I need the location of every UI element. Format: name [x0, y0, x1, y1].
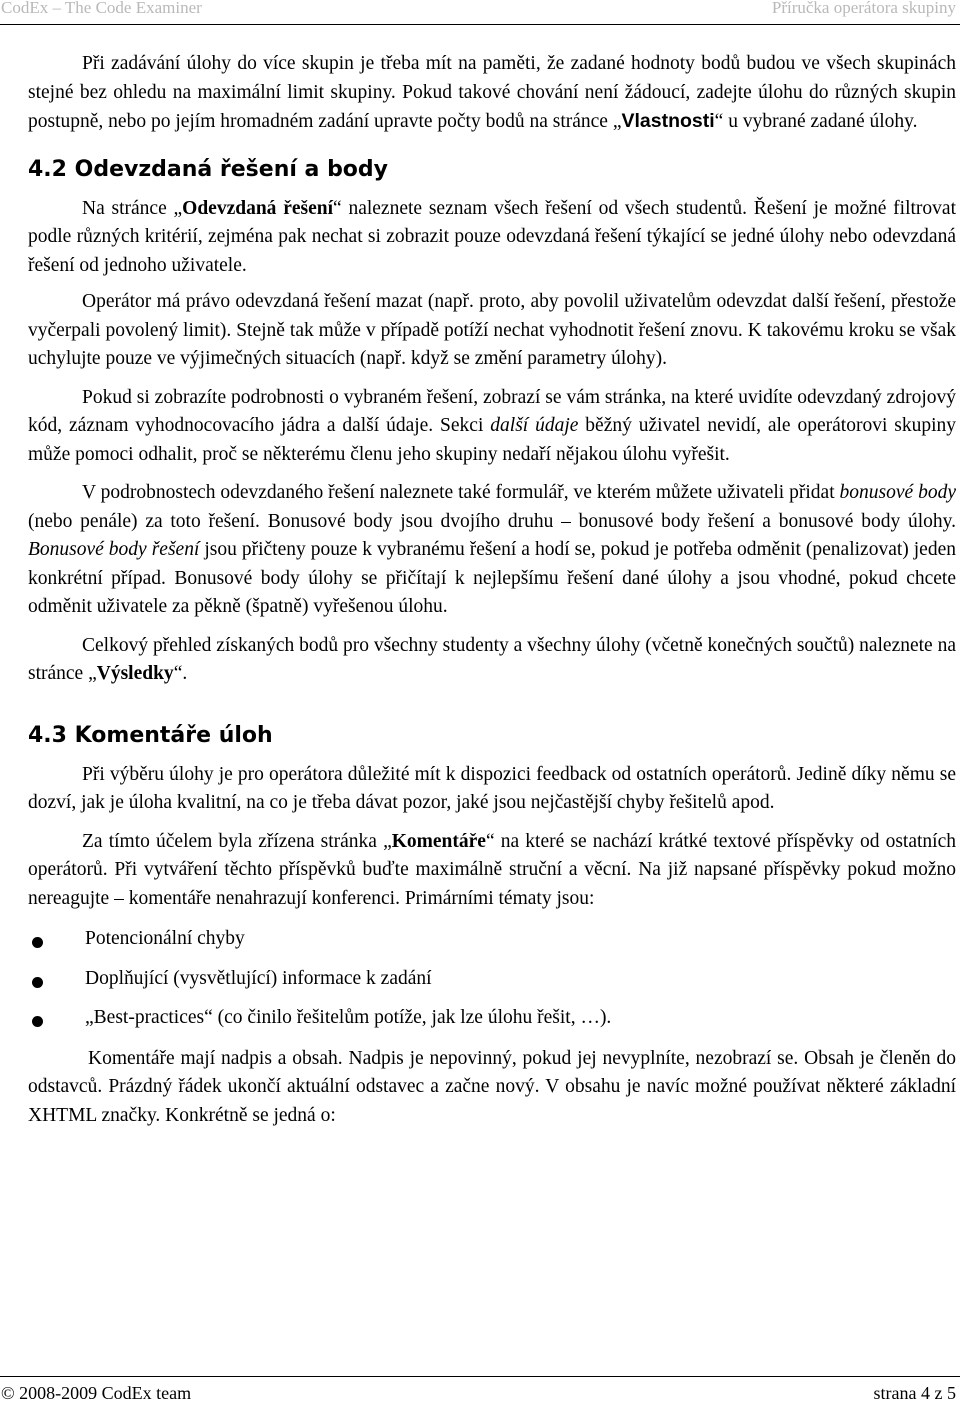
topics-list	[28, 925, 956, 1033]
footer-copyright: © 2008-2009 CodEx team	[1, 1383, 192, 1403]
page-header	[0, 0, 960, 25]
section-4-2-paragraph-3	[28, 384, 956, 470]
section-4-2-paragraph-1	[28, 195, 956, 281]
section-4-3-paragraph-2	[28, 828, 956, 914]
p3-text-2: běžný uživatel nevidí, ale operátorovi skupiny může pomoci odhalit, proč se některému členu jeho skupiny nedaří nějakou úlohu vyřešit.	[28, 415, 957, 465]
footer-page-number: strana 4 z 5	[873, 1383, 956, 1403]
section-heading-4-3: 4.3 Komentáře úloh	[28, 722, 273, 748]
section-heading-4-2: 4.2 Odevzdaná řešení a body	[28, 156, 389, 182]
dalsi-udaje-term: další údaje	[490, 415, 579, 436]
list-item-text: Doplňující (vysvětlující) informace k zadání	[85, 967, 432, 989]
p2-text-1: Za tímto účelem byla zřízena stránka „	[82, 830, 392, 852]
intro-text-1: Při zadávání úlohy do více skupin je třeba mít na paměti, že zadané hodnoty bodů budou ve všech skupinách stejné bez ohledu na maximální limit skupiny. Pokud takové chování není žádoucí, zadejte úlohu do různých skupin postupně, nebo po jejím hromadném zadání upravte počty bodů na stránce „	[28, 53, 956, 132]
list-item	[28, 965, 956, 994]
section-4-2-paragraph-5	[28, 632, 956, 689]
p2-text-2: “ na které se nachází krátké textové příspěvky od ostatních operátorů. Při vytváření těchto příspěvků buďte maximálně struční a věcní. Na již napsané příspěvky pokud možno nereagujte – komentáře nenahrazují konferenci. Primárními tématy jsou:	[28, 830, 956, 909]
p4-text-3: jsou přičteny pouze k vybranému řešení a hodí se, pokud je potřeba odměnit (penalizovat) jeden konkrétní případ. Bonusové body úlohy se přičítají k nejlepšímu řešení dané úlohy a jsou vhodné, pokud chcete odměnit uživatele za pěkně (špatně) vyřešenou úlohu.	[28, 539, 956, 617]
odevzdana-reseni-page-name: Odevzdaná řešení	[182, 197, 334, 219]
intro-text-2: “ u vybrané zadané úlohy.	[714, 111, 918, 132]
list-item-text: „Best-practices“ (co činilo řešitelům potíže, jak lze úlohu řešit, …).	[85, 1007, 612, 1028]
bullet-icon	[32, 937, 43, 948]
page-content	[28, 50, 956, 1130]
intro-paragraph	[28, 50, 956, 137]
p5-text-2: “.	[173, 663, 188, 684]
header-title: CodEx – The Code Examiner	[1, 0, 202, 17]
bonusove-body-term: bonusové body	[839, 482, 956, 503]
section-4-3-paragraph-1: Při výběru úlohy je pro operátora důležité mít k dispozici feedback od ostatních operátorů. Jedině díky němu se dozví, jak je úloha kvalitní, na co je třeba dávat pozor, jaké jsou nejčastější chyby řešitelů apod.	[28, 763, 956, 813]
list-item	[28, 925, 956, 954]
bullet-icon	[32, 1016, 43, 1027]
p1-text-1: Na stránce „	[82, 197, 183, 219]
vysledky-page-name: Výsledky	[96, 663, 174, 684]
list-item	[28, 1004, 956, 1033]
p3-text-1: Pokud si zobrazíte podrobnosti o vybraném řešení, zobrazí se vám stránka, na které uvidíte odevzdaný zdrojový kód, záznam vyhodnocovacího jádra a další údaje. Sekci	[28, 386, 956, 436]
section-4-2-paragraph-4	[28, 479, 956, 622]
section-4-2-paragraph-2: Operátor má právo odevzdaná řešení mazat (např. proto, aby povolil uživatelům odevzdat další řešení, přestože vyčerpali povolený limit). Stejně tak může v případě potíží nechat vyhodnotit řešení znovu. K takovému kroku se však uchylujte pouze ve výjimečných situacích (např. když se změní parametry úlohy).	[28, 291, 956, 369]
vlastnosti-page-name: Vlastnosti	[621, 110, 715, 132]
p1-text-2: “ naleznete seznam všech řešení od všech studentů. Řešení je možné filtrovat podle různých kritérií, zejména pak nechat si zobrazit pouze odevzdaná řešení týkající se jedné úlohy nebo odevzdaná řešení od jednoho uživatele.	[28, 197, 956, 276]
bullet-icon	[32, 977, 43, 988]
header-document-name: Příručka operátora skupiny	[771, 0, 956, 17]
p4-text-1: V podrobnostech odevzdaného řešení naleznete také formulář, ve kterém můžete uživateli přidat	[82, 482, 840, 503]
p5-text-1: Celkový přehled získaných bodů pro všechny studenty a všechny úlohy (včetně konečných součtů) naleznete na stránce „	[28, 634, 956, 684]
p4-text-2: (nebo penále) za toto řešení. Bonusové body jsou dvojího druhu – bonusové body řešení a bonusové body úlohy.	[28, 510, 956, 532]
section-4-3-paragraph-3: Komentáře mají nadpis a obsah. Nadpis je nepovinný, pokud jej nevyplníte, nezobrazí se. Obsah je členěn do odstavců. Prázdný řádek ukončí aktuální odstavec a začne nový. V obsahu je navíc možné používat některé základní XHTML značky. Konkrétně se jedná o:	[28, 1047, 956, 1126]
page-footer	[0, 1376, 960, 1405]
list-item-text: Potencionální chyby	[85, 928, 245, 949]
bonusove-body-reseni-term: Bonusové body řešení	[28, 539, 200, 560]
komentare-page-name: Komentáře	[391, 830, 486, 852]
